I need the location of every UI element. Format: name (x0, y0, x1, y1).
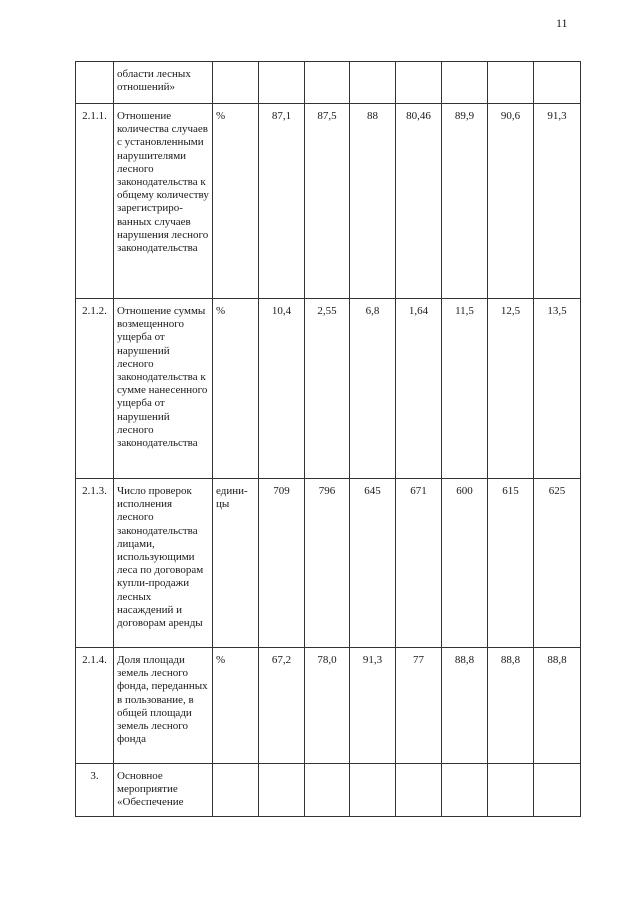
value-cell (259, 764, 305, 817)
value-cell: 709 (259, 479, 305, 648)
value-cell (350, 764, 396, 817)
unit-cell: едини-цы (213, 479, 259, 648)
value-cell: 88,8 (488, 648, 534, 764)
indicator-name-cell: Число проверок исполнения лесного законодательства лицами, использующими леса по договорам купли-продажи лесных насаждений и договорам аренды (114, 479, 213, 648)
value-cell: 615 (488, 479, 534, 648)
value-cell: 77 (396, 648, 442, 764)
table-row (76, 764, 581, 817)
value-cell: 88,8 (442, 648, 488, 764)
value-cell: 91,3 (534, 104, 581, 299)
value-cell: 87,1 (259, 104, 305, 299)
value-cell: 1,64 (396, 299, 442, 479)
indicator-name-cell: Основное мероприятие «Обеспечение (114, 764, 213, 817)
value-cell: 11,5 (442, 299, 488, 479)
value-cell: 89,9 (442, 104, 488, 299)
unit-cell (213, 764, 259, 817)
indicator-name-cell: Доля площади земель лесного фонда, переданных в пользование, в общей площади земель лесного фонда (114, 648, 213, 764)
table-row (76, 479, 581, 648)
value-cell: 645 (350, 479, 396, 648)
value-cell: 67,2 (259, 648, 305, 764)
value-cell (442, 764, 488, 817)
table-row (76, 104, 581, 299)
value-cell (488, 764, 534, 817)
page-number: 11 (556, 16, 568, 30)
value-cell (442, 62, 488, 104)
value-cell: 796 (305, 479, 350, 648)
value-cell: 88,8 (534, 648, 581, 764)
value-cell (396, 62, 442, 104)
value-cell (259, 62, 305, 104)
value-cell: 6,8 (350, 299, 396, 479)
row-number-cell: 2.1.3. (76, 479, 114, 648)
value-cell: 80,46 (396, 104, 442, 299)
value-cell (396, 764, 442, 817)
indicator-name-cell: Отношение суммы возмещенного ущерба от нарушений лесного законодательства к сумме нанесенного ущерба от нарушений лесного законодательства (114, 299, 213, 479)
unit-cell (213, 62, 259, 104)
value-cell: 12,5 (488, 299, 534, 479)
unit-cell: % (213, 299, 259, 479)
value-cell (305, 62, 350, 104)
value-cell (350, 62, 396, 104)
row-number-cell: 3. (76, 764, 114, 817)
row-number-cell (76, 62, 114, 104)
unit-cell: % (213, 104, 259, 299)
value-cell: 600 (442, 479, 488, 648)
row-number-cell: 2.1.1. (76, 104, 114, 299)
value-cell: 90,6 (488, 104, 534, 299)
table-row (76, 62, 581, 104)
row-number-cell: 2.1.2. (76, 299, 114, 479)
value-cell: 78,0 (305, 648, 350, 764)
indicator-name-cell: области лесных отношений» (114, 62, 213, 104)
value-cell: 91,3 (350, 648, 396, 764)
unit-cell: % (213, 648, 259, 764)
value-cell: 88 (350, 104, 396, 299)
table-row (76, 299, 581, 479)
value-cell: 87,5 (305, 104, 350, 299)
indicator-name-cell: Отношение количества случаев с установленными нарушителями лесного законодательства к общему количеству зарегистриро-ванных случаев нарушения лесного законодательства (114, 104, 213, 299)
table-row (76, 648, 581, 764)
value-cell (305, 764, 350, 817)
value-cell (488, 62, 534, 104)
indicators-table (75, 61, 581, 817)
value-cell: 625 (534, 479, 581, 648)
value-cell (534, 62, 581, 104)
value-cell: 10,4 (259, 299, 305, 479)
value-cell (534, 764, 581, 817)
value-cell: 13,5 (534, 299, 581, 479)
value-cell: 2,55 (305, 299, 350, 479)
row-number-cell: 2.1.4. (76, 648, 114, 764)
value-cell: 671 (396, 479, 442, 648)
